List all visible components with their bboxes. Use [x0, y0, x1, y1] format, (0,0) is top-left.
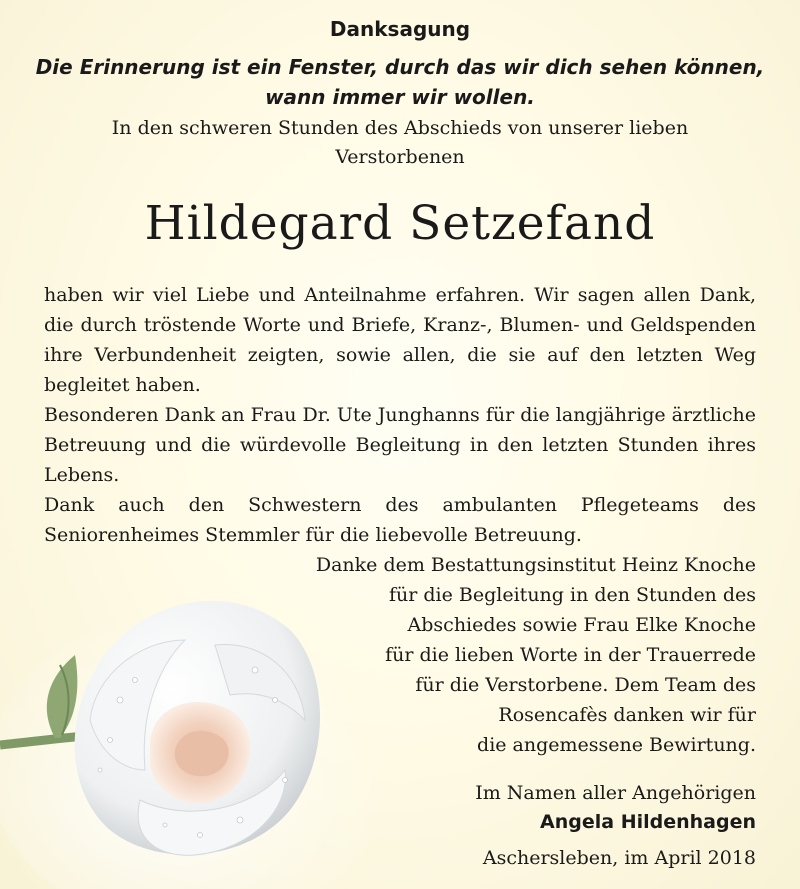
funeral-thanks-line: die angemessene Bewirtung. — [477, 734, 756, 756]
intro-line: Verstorbenen — [335, 146, 465, 168]
funeral-thanks-line: für die Verstorbene. Dem Team des — [415, 674, 756, 696]
paragraph: Dank auch den Schwestern des ambulanten Pflegeteams des Seniorenheimes Stemmler für die liebevolle Betreuung. — [44, 494, 756, 546]
place-date: Aschersleben, im April 2018 — [482, 847, 756, 869]
funeral-thanks-line: für die lieben Worte in der Trauerrede — [385, 644, 756, 666]
intro — [40, 114, 760, 172]
body-text — [44, 280, 756, 550]
funeral-thanks — [256, 550, 756, 760]
deceased-name: Hildegard Setzefand — [144, 196, 656, 251]
heading: Danksagung — [329, 17, 471, 41]
motto-line: Die Erinnerung ist ein Fenster, durch das wir dich sehen können, — [35, 55, 765, 79]
motto — [30, 52, 770, 112]
funeral-thanks-line: Danke dem Bestattungsinstitut Heinz Knoche — [315, 554, 756, 576]
funeral-thanks-line: Abschiedes sowie Frau Elke Knoche — [407, 614, 756, 636]
signature-name: Angela Hildenhagen — [540, 811, 756, 833]
intro-line: In den schweren Stunden des Abschieds von unserer lieben — [111, 117, 689, 139]
funeral-thanks-line: für die Begleitung in den Stunden des — [389, 584, 756, 606]
paragraph: haben wir viel Liebe und Anteilnahme erfahren. Wir sagen allen Dank, die durch tröstende Worte und Briefe, Kranz-, Blumen- und Geldspenden ihre Verbundenheit zeigten, sowie allen, die sie auf den letzten Weg begleitet haben. — [44, 284, 756, 396]
motto-line: wann immer wir wollen. — [265, 85, 535, 109]
funeral-thanks-line: Rosencafès danken wir für — [498, 704, 756, 726]
paragraph: Besonderen Dank an Frau Dr. Ute Junghanns für die langjährige ärztliche Betreuung und die würdevolle Begleitung in den letzten Stunden ihres Lebens. — [44, 404, 756, 486]
signature-intro: Im Namen aller Angehörigen — [475, 782, 756, 804]
